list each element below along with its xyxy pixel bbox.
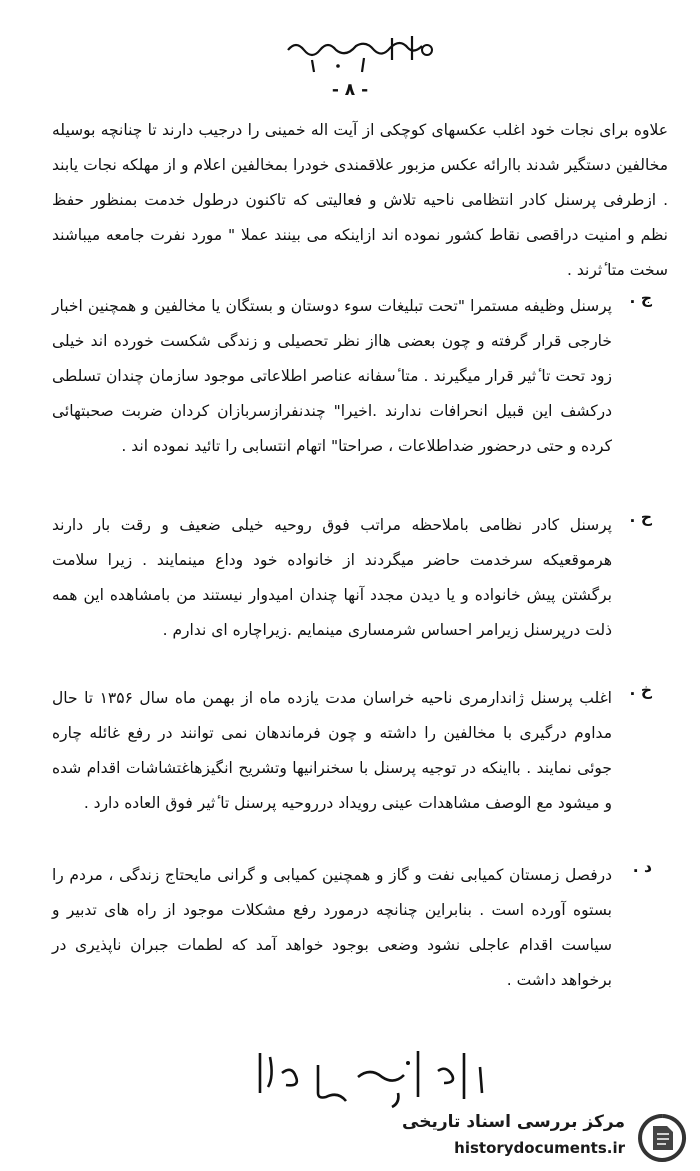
item-text-jim: پرسنل وظیفه مستمرا "تحت تبلیغات سوء دوستان و بستگان یا مخالفین و همچنین اخبار خارجی قرار گرفته و چون بعضی هااز نظر تحصیلی و زندگی شکست خورده اند خیلی زود تحت تا ٔثیر قرار میگیرند . متا ٔسفانه عناصر اطلاعاتی موجود سازمان چندان تسلطی درکشف این قبیل انحرافات ندارند .اخیرا" چندنفرازسربازان کردان ضربت صحبتهائی کرده و حتی درحضور ضداطلاعات ، صراحتا" اتهام انتسابی را تائید نموده اند . (52, 297, 612, 455)
item-label-jim: ج . (629, 289, 652, 307)
item-text-dal: درفصل زمستان کمیابی نفت و گاز و همچنین کمیابی و گرانی مایحتاج زندگی ، مردم را بستوه آورده است . بنابراین چنانچه درمورد رفع مشکلات موجود از راه های تدبیر و سیاست اقدام عاجلی نشود وضعی بوجود خواهد آمد که لطمات جبران ناپذیری در برخواهد داشت . (52, 866, 612, 989)
item-text-khe: اغلب پرسنل ژاندارمری ناحیه خراسان مدت یازده ماه از بهمن ماه سال ۱۳۵۶ تا حال مداوم درگیری با مخالفین را داشته و چون فرماندهان نمی توانند در رفع غائله چاره جوئی نمایند . بااینکه در توجیه پرسنل با سخنرانیها وتشریح انگیزهاغتشاشات اقدام شده و میشود مع الوصف مشاهدات عینی رویداد درروحیه پرسنل تا ٔثیر فوق العاده دارد . (52, 689, 612, 812)
archive-logo-icon (635, 1112, 689, 1162)
page-number: - ۸ - (331, 80, 369, 100)
archive-watermark (402, 1108, 695, 1166)
watermark-url: historydocuments.ir (454, 1139, 625, 1157)
item-text-he: پرسنل کادر نظامی باملاحظه مراتب فوق روحیه خیلی ضعیف و رقت بار دارند هرموقعیکه سرخدمت حاضر میگردند از خانواده خود وداع مینمایند . زیرا سلامت برگشتن پیش خانواده و یا دیدن مجدد آنها چندان امیدوار نیستند من بامشاهده این همه ذلت درپرسنل زیرامر احساس شرمساری مینمایم .زیراچاره ای ندارم . (52, 516, 612, 639)
item-label-khe: خ . (629, 681, 652, 699)
item-label-dal: د . (632, 858, 652, 876)
watermark-title: مرکز بررسی اسناد تاریخی (402, 1112, 625, 1132)
intro-paragraph: علاوه برای نجات خود اغلب عکسهای کوچکی از آیت اله خمینی را درجیب دارند تا چنانچه بوسیله مخالفین دستگیر شدند باارائه عکس مزبور علاقمندی خودرا بمخالفین اعلام و از مهلکه نجات یابند . ازطرفی پرسنل کادر انتظامی ناحیه تلاش و فعالیتی که تاکنون درطول خدمت بمنظور حفظ نظم و امنیت دراقصی نقاط کشور نموده اند ازاینکه می بینند عملا " مورد نفرت جامعه میباشند سخت متا ٔثرند . (52, 121, 668, 279)
header-handwritten-stamp (272, 20, 442, 78)
item-label-he: ح . (629, 508, 652, 526)
handwritten-signature (248, 1043, 498, 1113)
